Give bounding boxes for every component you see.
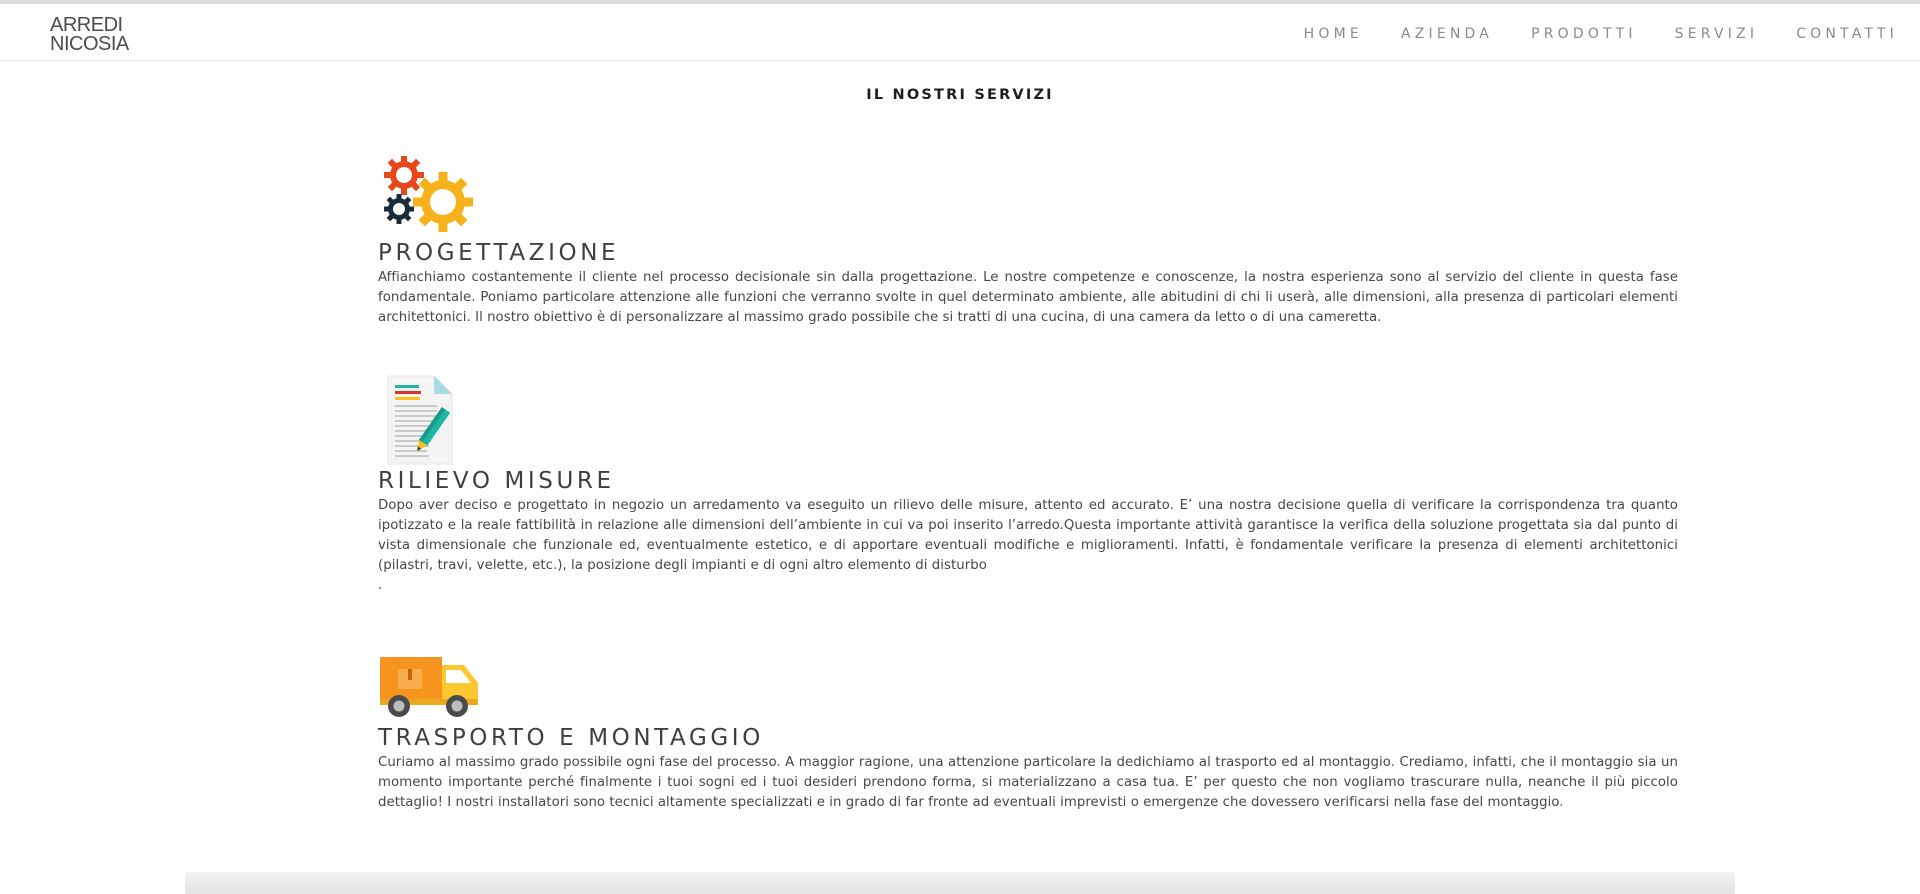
nav-servizi[interactable]: SERVIZI — [1674, 26, 1759, 42]
service-description: Affianchiamo costantemente il cliente nel processo decisionale sin dalla progettazione. Le nostre competenze e conoscenze, la nostra esperienza sono al servizio del cliente in questa fase fondamentale. Poniamo particolare attenzione alle funzioni che verranno svolte in quel determinato ambiente, alle abitudini di chi li userà, alle dimensioni, alla presenza di particolari elementi architettonici. Il nostro obiettivo è di personalizzare al massimo grado possibile che si tratti di una cucina, di una camera da letto o di una cameretta. — [378, 270, 1678, 325]
document-pencil-icon — [378, 375, 478, 465]
footer-edge — [185, 872, 1735, 894]
nav-home[interactable]: HOME — [1303, 26, 1363, 42]
truck-icon — [378, 651, 488, 721]
gears-icon — [378, 156, 478, 236]
service-progettazione — [378, 156, 1678, 328]
nav-prodotti[interactable]: PRODOTTI — [1531, 26, 1637, 42]
service-trailing-text: . — [378, 578, 383, 593]
service-title: RILIEVO MISURE — [378, 468, 615, 494]
page-title: IL NOSTRI SERVIZI — [866, 87, 1054, 103]
service-description: Curiamo al massimo grado possibile ogni fase del processo. A maggior ragione, una attenzione particolare la dedichiamo al trasporto ed al montaggio. Crediamo, infatti, che il montaggio sia un momento importante perché finalmente i tuoi sogni ed i tuoi desideri prendono forma, si materializzano a casa tua. E’ per questo che non vogliamo trascurare nulla, neanche il più piccolo dettaglio! I nostri installatori sono tecnici altamente specializzati e in grado di far fronte ad eventuali imprevisti o emergenze che dovessero verificarsi nella fase del montaggio. — [378, 755, 1678, 810]
nav-contatti[interactable]: CONTATTI — [1796, 26, 1898, 42]
logo-line-2: NICOSIA — [50, 33, 129, 55]
main-nav — [1266, 22, 1898, 46]
service-trasporto-montaggio — [378, 651, 1678, 813]
logo-line-1: ARREDI — [50, 14, 123, 36]
brand-logo[interactable] — [50, 16, 170, 54]
service-title: PROGETTAZIONE — [378, 240, 620, 266]
site-header — [0, 4, 1920, 61]
service-title: TRASPORTO E MONTAGGIO — [378, 725, 764, 751]
nav-azienda[interactable]: AZIENDA — [1400, 26, 1494, 42]
service-rilievo-misure — [378, 375, 1678, 596]
service-description: Dopo aver deciso e progettato in negozio un arredamento va eseguito un rilievo delle misure, attento ed accurato. E’ una nostra decisione quella di verificare la corrispondenza tra quanto ipotizzato e la reale fattibilità in relazione alle dimensioni dell’ambiente in cui va poi inserito l’arredo.Questa importante attività garantisce la verifica della soluzione progettata sia dal punto di vista dimensionale che funzionale ed, eventualmente estetico, e di apportare eventuali modifiche e miglioramenti. Infatti, è fondamentale verificare la presenza di elementi architettonici (pilastri, travi, velette, etc.), la posizione degli impianti e di ogni altro elemento di disturbo — [378, 498, 1678, 573]
